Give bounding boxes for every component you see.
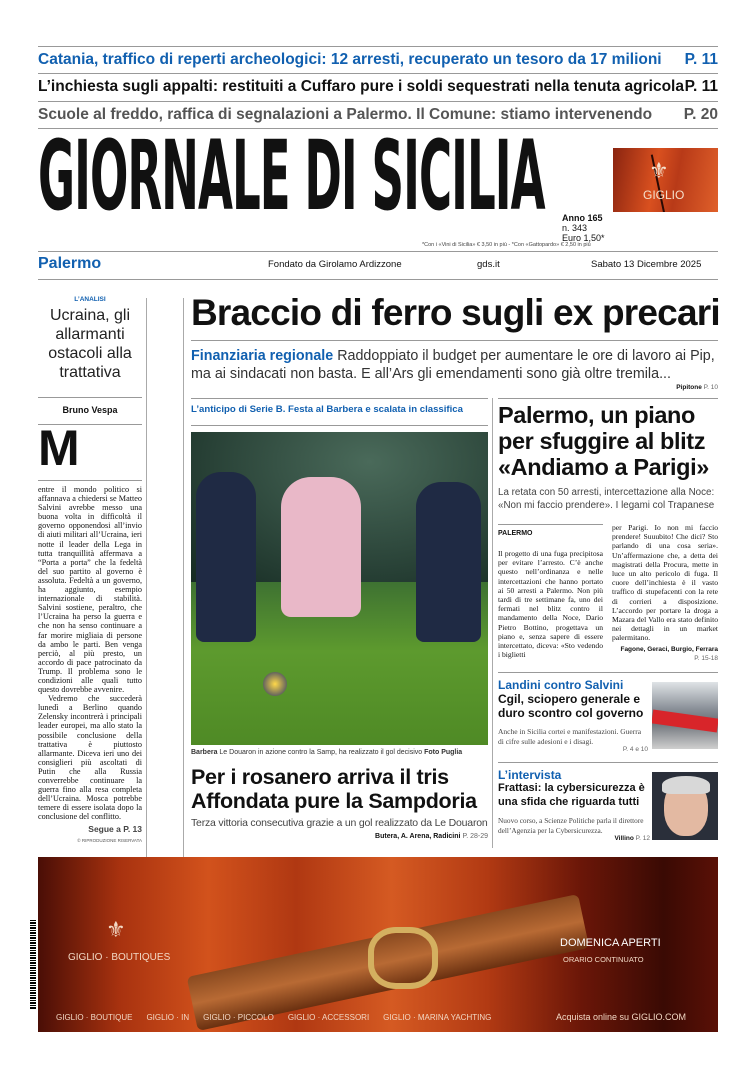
ad-online-link[interactable]: Acquista online su GIGLIO.COM <box>556 1012 687 1022</box>
teaser-page: P. 11 <box>684 78 718 95</box>
analysis-article[interactable] <box>38 296 142 382</box>
sponsor-logo-text: GIGLIO <box>643 188 685 202</box>
interview-kicker: L’intervista <box>498 768 562 782</box>
sponsor-logo[interactable] <box>613 148 718 212</box>
blitz-deck: La retata con 50 arresti, intercettazione alla Noce: «Non mi faccio prendere». I legami col Trapanese <box>498 487 715 511</box>
teaser-page: P. 20 <box>683 106 718 123</box>
interview-article[interactable] <box>498 768 650 842</box>
founder-text: Fondato da Girolamo Ardizzone <box>268 259 402 270</box>
ad-store: GIGLIO · ACCESSORI <box>287 1013 370 1022</box>
photo-caption <box>191 749 462 756</box>
teaser-text: Catania, traffico di reperti archeologici: 12 arresti, recuperato un tesoro da 17 milioni <box>38 51 662 68</box>
strike-article[interactable] <box>498 678 648 753</box>
interview-deck: Nuovo corso, a Scienze Politiche parla il direttore dell’Agenzia per la Cybersicurezza. <box>498 816 644 835</box>
volume-year: Anno 165 <box>562 213 603 223</box>
masthead-title: GIORNALE DI SICILIA <box>38 120 545 232</box>
sport-kicker: L’anticipo di Serie B. Festa al Barbera e scalata in classifica <box>191 404 463 415</box>
giglio-advertisement[interactable] <box>38 857 718 1032</box>
sport-headline[interactable]: Per i rosanero arriva il tris Affondata pure la Sampdoria <box>191 765 477 813</box>
match-photo[interactable] <box>191 432 488 745</box>
sport-page: P. 28-29 <box>462 833 488 840</box>
teaser-cuffaro[interactable] <box>38 78 718 96</box>
lily-icon: ⚜ <box>106 917 126 942</box>
ad-store: GIGLIO · BOUTIQUE <box>56 1013 133 1022</box>
interview-author: Villino <box>614 835 634 842</box>
analysis-paragraph: Vedremo che succederà lunedì a Berlino quando Zelensky incontrerà i principali leader europei, ma allo stato la possibile conclusione della trattativa è piuttosto allarmante. Diceva ieri uno dei consiglieri più ascoltati di Putin che alla Russia converrebbe continuare la guerra fino alla resa completa dell’Ucraina. Mosca potrebbe temere di essere isolata dopo la conclusione del conflitto. <box>38 694 142 822</box>
dropcap: M <box>38 420 80 476</box>
analysis-paragraph: entre il mondo politico si affannava a chiedersi se Matteo Salvini avrebbe messo una buona volta in difficoltà il governo opponendosi all’invio di aiuti militari all’Ucraina, ieri notte il leader della Lega in tutta tranquillità affermava a “Porta a porta” che la fedeltà del suo partito al governo è assoluta. Fedeltà a un governo, ha aggiunto, esempio internazionale di stabilità. Salvini sostiene, peraltro, che l’Ucraina ha perso la guerra e che non ha senso continuare a far morire migliaia di persone da ambo le parti. Ben venga perciò, al più presto, un accordo di pace patrocinato da Trump. Il problema sono le condizioni alle quali tutto questo dovrebbe avvenire. <box>38 485 142 695</box>
interview-photo[interactable] <box>652 772 718 840</box>
price-note: *Con i «Vini di Sicilia» € 3,50 in più - *Con «Gattopardo» € 2,50 in più <box>422 242 591 248</box>
teaser-page: P. 11 <box>684 51 718 68</box>
ad-store: GIGLIO · PICCOLO <box>203 1013 274 1022</box>
photo-credit: Foto Puglia <box>424 749 463 756</box>
caption-text: Le Douaron in azione contro la Samp, ha realizzato il gol decisivo <box>217 749 425 756</box>
ad-brand: GIGLIO · BOUTIQUES <box>68 952 171 963</box>
strike-deck: Anche in Sicilia cortei e manifestazioni. Guerra di cifre sulle adesioni e i disagi. <box>498 727 642 746</box>
analysis-author: Bruno Vespa <box>62 405 118 415</box>
strike-headline: Cgil, sciopero generale e duro scontro col governo <box>498 692 644 720</box>
teaser-text: Scuole al freddo, raffica di segnalazioni a Palermo. Il Comune: stiamo intervenendo <box>38 106 653 123</box>
edition-label: Palermo <box>38 255 102 272</box>
lead-author: Pipitone <box>676 384 702 391</box>
issue-number: n. 343 <box>562 223 588 233</box>
ad-store: GIGLIO · MARINA YACHTING <box>383 1013 492 1022</box>
blitz-dateline: PALERMO <box>498 530 533 537</box>
ad-headline: DOMENICA APERTI <box>560 937 661 949</box>
lead-deck <box>191 347 718 383</box>
lead-page: P. 10 <box>703 384 718 391</box>
price: Euro 1,50* <box>562 233 605 243</box>
rights-note: © RIPRODUZIONE RISERVATA <box>77 838 142 843</box>
blitz-page: P. 15-18 <box>694 655 718 662</box>
caption-lead: Barbera <box>191 749 218 756</box>
website-link[interactable]: gds.it <box>477 259 500 270</box>
strike-photo[interactable] <box>652 682 718 749</box>
teaser-text: L’inchiesta sugli appalti: restituiti a Cuffaro pure i soldi sequestrati nella tenuta agricola <box>38 78 684 95</box>
lead-headline[interactable]: Braccio di ferro sugli ex precari <box>191 292 720 333</box>
teaser-catania[interactable] <box>38 51 718 69</box>
blitz-authors: Fagone, Geraci, Burgio, Ferrara <box>620 646 718 653</box>
interview-page: P. 12 <box>635 835 650 842</box>
sport-authors: Butera, A. Arena, Radicini <box>375 833 461 840</box>
ad-store: GIGLIO · IN <box>146 1013 190 1022</box>
blitz-headline[interactable]: Palermo, un piano per sfuggire al blitz «Andiamo a Parigi» <box>498 402 709 480</box>
sport-deck: Terza vittoria consecutiva grazie a un gol realizzato da Le Douaron <box>191 817 488 829</box>
strike-page: P. 4 e 10 <box>622 746 648 753</box>
interview-headline: Frattasi: la cybersicurezza è una sfida che riguarda tutti <box>498 782 645 808</box>
blitz-col2: per Parigi. Io non mi faccio prendere! Suuubito! Che dici? Sto parlando di una cosa seria». Un’affermazione che, a detta dei magistrati della Procura, mette in luce un alto pericolo di fuga. Il cuore dell’inchiesta è il vasto traffico di stupefacenti con la rete di corrieri a disposizione. L’accordo per portare la droga a Mazara del Vallo era stato definito nei dettagli in un market palermitano. <box>612 523 718 643</box>
buckle-image <box>368 927 438 989</box>
analysis-title: Ucraina, gli allarmanti ostacoli alla trattativa <box>48 307 132 381</box>
strike-kicker: Landini contro Salvini <box>498 678 624 692</box>
continue-link[interactable]: Segue a P. 13 <box>88 824 142 834</box>
analysis-kicker: L’ANALISI <box>74 296 106 303</box>
ad-subline: ORARIO CONTINUATO <box>563 955 644 964</box>
blitz-col1: Il progetto di una fuga precipitosa per evitare l’arresto. C’è anche questo nell’ordinanza e nelle intercettazioni che hanno portato ai 50 arresti a Palermo. Non più tardi di tre settimane fa, uno dei fermati nel blitz contro il mandamento della Noce, Dario Pietro Bottino, progettava un piano e, senza sapere di essere intercettato, diceva: «Sto vedendo i biglietti <box>498 549 603 660</box>
barcode <box>30 920 36 1010</box>
issue-date: Sabato 13 Dicembre 2025 <box>591 259 702 270</box>
lead-deck-text: Raddoppiato il budget per aumentare le ore di lavoro ai Pip, ma ai sindacati non basta. E all’Ars gli emendamenti sono già oltre tremila... <box>191 348 715 382</box>
lily-icon: ⚜ <box>649 158 669 183</box>
lead-kicker: Finanziaria regionale <box>191 348 334 364</box>
